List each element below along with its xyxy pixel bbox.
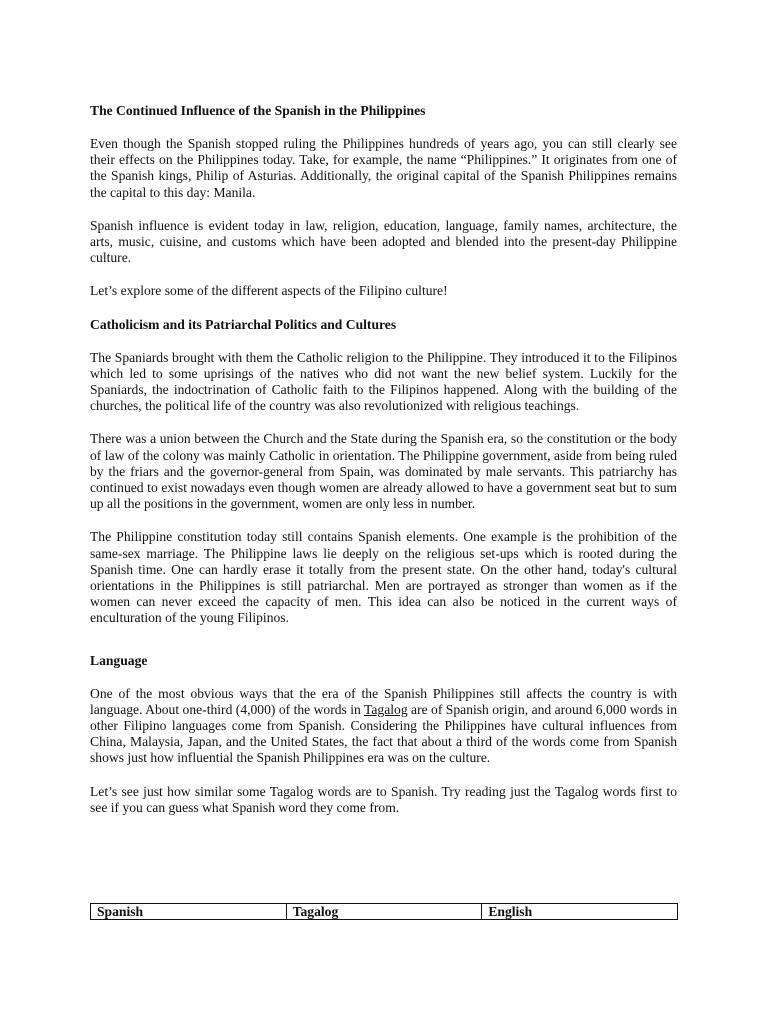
catholicism-heading: Catholicism and its Patriarchal Politics and Cultures [90,316,397,332]
language-paragraph-2: Let’s see just how similar some Tagalog words are to Spanish. Try reading just the Tagalog words first to see if you can guess what Spanish word they come from. [90,783,677,815]
tagalog-link[interactable]: Tagalog [364,701,408,717]
column-header-spanish: Spanish [91,904,287,920]
catholicism-paragraph-3: The Philippine constitution today still contains Spanish elements. One example is the prohibition of the same-sex marriage. The Philippine laws lie deeply on the religious set-ups which is rooted during the Spanish time. One can hardly erase it totally from the present state. On the other hand, today's cultural orientations in the Philippines is still patriarchal. Men are portrayed as stronger than women as if the women can never exceed the capacity of men. This idea can also be noticed in the current ways of enculturation of the young Filipinos. [90,529,677,626]
language-heading: Language [90,652,148,668]
document-body [90,103,677,816]
language-text-before: One of the most obvious ways that the era of the Spanish Philippines still affects the country is with language. About one-third (4,000) of the words in [90,685,677,717]
page-title: The Continued Influence of the Spanish in the Philippines [90,103,426,118]
language-paragraph-1 [90,686,677,767]
column-header-english: English [482,904,678,920]
intro-paragraph-3: Let’s explore some of the different aspects of the Filipino culture! [90,283,448,299]
language-text-after: are of Spanish origin, and around 6,000 words in other Filipino languages come from Spanish. Considering the Philippines have cultural influences from China, Malaysia, Japan, and the United States, the fact that about a third of the words come from Spanish shows just how influential the Spanish Philippines era was on the culture. [90,701,678,766]
table-header-row [91,904,678,920]
catholicism-paragraph-2: There was a union between the Church and the State during the Spanish era, so the constitution or the body of law of the colony was mainly Catholic in orientation. The Philippine government, aside from being ruled by the friars and the governor-general from Spain, was dominated by male servants. This patriarchy has continued to exist nowadays even though women are already allowed to have a government seat but to sum up all the positions in the government, women are only less in number. [90,431,677,512]
column-header-tagalog: Tagalog [286,904,482,920]
word-comparison-table [90,903,678,920]
intro-paragraph-1: Even though the Spanish stopped ruling the Philippines hundreds of years ago, you can still clearly see their effects on the Philippines today. Take, for example, the name “Philippines.” It originates from one of the Spanish kings, Philip of Asturias. Additionally, the original capital of the Spanish Philippines remains the capital to this day: Manila. [90,136,677,200]
intro-paragraph-2: Spanish influence is evident today in law, religion, education, language, family names, architecture, the arts, music, cuisine, and customs which have been adopted and blended into the present-day Philippine culture. [90,217,677,266]
catholicism-paragraph-1: The Spaniards brought with them the Catholic religion to the Philippine. They introduced it to the Filipinos which led to some uprisings of the natives who did not want the new belief system. Luckily for the Spaniards, the indoctrination of Catholic faith to the Filipinos happened. Along with the building of the churches, the political life of the country was also revolutionized with religious teachings. [90,349,677,414]
